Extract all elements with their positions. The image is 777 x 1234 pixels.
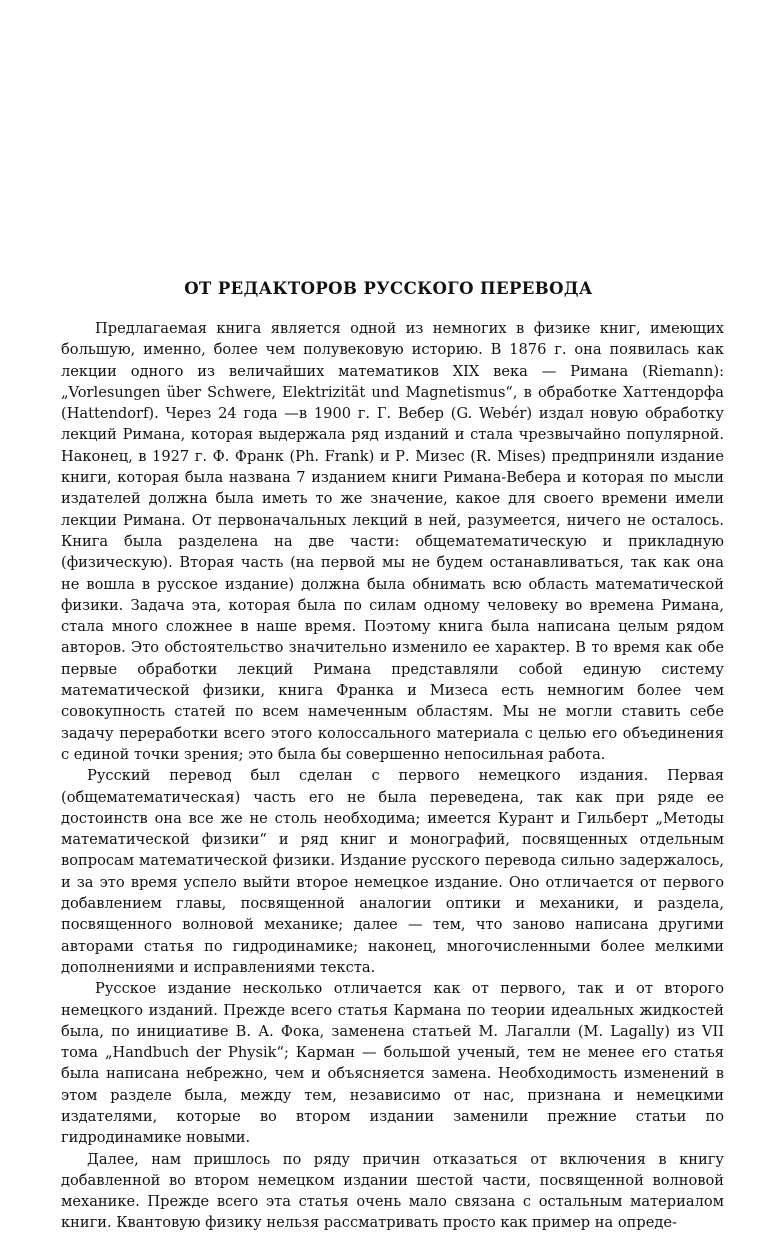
page-title: ОТ РЕДАКТОРОВ РУССКОГО ПЕРЕВОДА (184, 279, 593, 298)
paragraph: Русский перевод был сделан с первого немецкого издания. Первая (общематематическая) часть его не была переведена, так как при ряде ее достоинств она все же не столь необходима; имеется Курант и Гильберт „Методы математической физики“ и ряд книг и монографий, посвященных отдельным вопросам математической физики. Издание русского перевода сильно задержалось, и за это время успело выйти второе немецкое издание. Оно отличается от первого добавлением главы, посвященной аналогии оптики и механики, и раздела, посвященного волновой механике; далее — тем, что заново написана другими авторами статья по гидродинамике; наконец, многочисленными более мелкими дополнениями и исправлениями текста. (61, 767, 724, 976)
body-text (61, 318, 724, 1234)
paragraph: Предлагаемая книга является одной из немногих в физике книг, имеющих большую, именно, более чем полувековую историю. В 1876 г. она появилась как лекции одного из величайших математиков XIX века — Римана (Riemann): „Vorlesungen über Schwere, Elektrizität und Magnetismus“, в обработке Хаттендорфа (Hattendorf). Через 24 года —в 1900 г. Г. Вебер (G. Webér) издал новую обработку лекций Римана, которая выдержала ряд изданий и стала чрезвычайно популярной. Наконец, в 1927 г. Ф. Франк (Ph. Frank) и Р. Мизес (R. Mises) предприняли издание книги, которая была названа 7 изданием книги Римана-Вебера и которая по мысли издателей должна была иметь то же значение, какое для своего времени имели лекции Римана. От первоначальных лекций в ней, разумеется, ничего не осталось. Книга была разделена на две части: общематематическую и прикладную (физическую). Вторая часть (на первой мы не будем останавливаться, так как она не вошла в русское издание) должна была обнимать всю область математической физики. Задача эта, которая была по силам одному человеку во времена Римана, стала много сложнее в наше время. Поэтому книга была написана целым рядом авторов. Это обстоятельство значительно изменило ее характер. В то время как обе первые обработки лекций Римана представляли собой единую систему математической физики, книга Франка и Мизеса есть немногим более чем совокупность статей по всем намеченным областям. Мы не могли ставить себе задачу переработки всего этого колоссального материала с целью его объединения с единой точки зрения; это была бы совершенно непосильная работа. (61, 320, 724, 763)
paragraph: Русское издание несколько отличается как от первого, так и от второго немецкого изданий. Прежде всего статья Кармана по теории идеальных жидкостей была, по инициативе В. А. Фока, заменена статьей М. Лагалли (M. Lagally) из VII тома „Handbuch der Physik“; Карман — большой ученый, тем не менее его статья была написана небрежно, чем и объясняется замена. Необходимость изменений в этом разделе была, между тем, независимо от нас, признана и немецкими издателями, которые во втором издании заменили прежние статьи по гидродинамике новыми. (61, 980, 724, 1147)
paragraph: Далее, нам пришлось по ряду причин отказаться от включения в книгу добавленной во втором немецком издании шестой части, посвященной волновой механике. Прежде всего эта статья очень мало связана с остальным материалом книги. Квантовую физику нельзя рассматривать просто как пример на опреде- (61, 1150, 724, 1232)
